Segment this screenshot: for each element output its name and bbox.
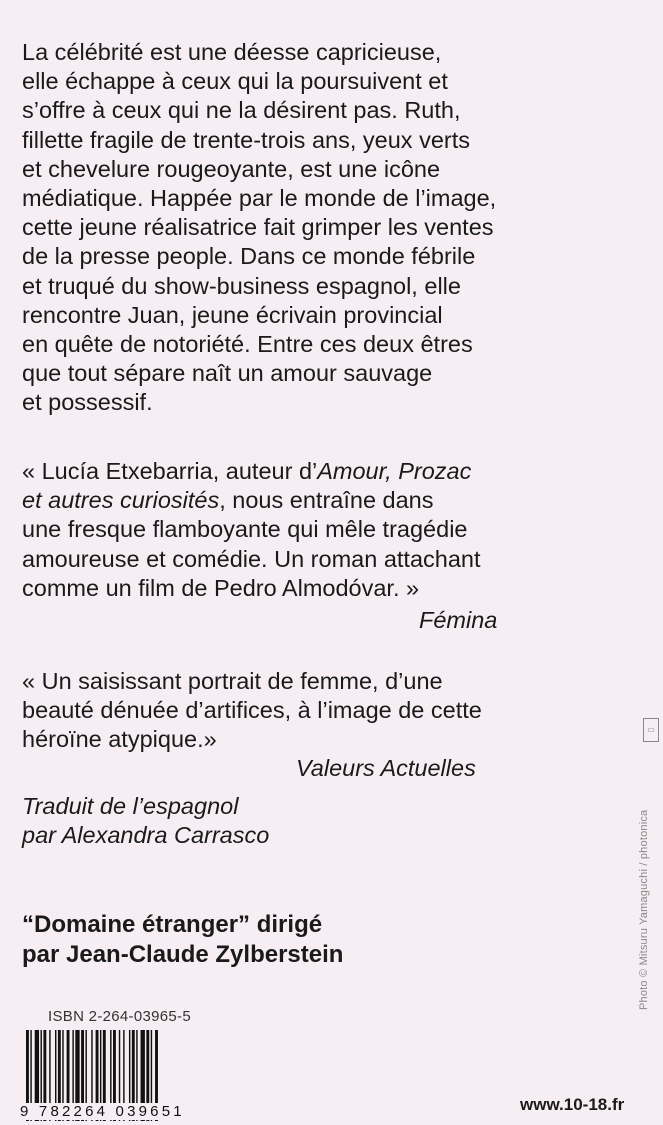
synopsis-line: cette jeune réalisatrice fait grimper les ventes [22,214,494,241]
photo-credit: Photo © Mitsuru Yamaguchi / photonica [638,809,650,1010]
synopsis [22,38,496,418]
quote-line: amoureuse et comédie. Un roman attachant [22,545,481,572]
quote-line: une fresque flamboyante qui mêle tragédie [22,516,468,543]
quote-line: comme un film de Pedro Almodóvar. » [22,574,420,601]
synopsis-line: que tout sépare naît un amour sauvage [22,360,433,387]
synopsis-line: de la presse people. Dans ce monde fébrile [22,243,476,270]
publisher-website: www.10-18.fr [520,1095,625,1114]
synopsis-line: elle échappe à ceux qui la poursuivent et [22,68,448,95]
quote-line [22,457,481,486]
synopsis-line: et possessif. [22,389,153,416]
quote-line [22,486,481,515]
synopsis-line: s’offre à ceux qui ne la désirent pas. Ruth, [22,97,461,124]
synopsis-line: médiatique. Happée par le monde de l’image, [22,185,497,212]
quote-line: héroïne atypique.» [22,726,217,753]
synopsis-line: fillette fragile de trente-trois ans, yeux verts [22,126,471,153]
editor-line: “Domaine étranger” dirigé [22,911,323,938]
barcode-digits: 9 782264 039651 [20,1103,185,1120]
press-quote-femina [22,457,481,603]
synopsis-line: en quête de notoriété. Entre ces deux êtres [22,331,473,358]
quote-text: , nous entraîne dans [219,487,434,514]
synopsis-line: La célébrité est une déesse capricieuse, [22,39,442,65]
quote-text: « Lucía Etxebarria, auteur d’ [22,458,318,484]
synopsis-line: rencontre Juan, jeune écrivain provincial [22,301,443,328]
press-quote-valeurs [22,667,482,755]
series-editor-credit [22,910,343,970]
quote-source-femina: Fémina [419,607,498,633]
translator-line: par Alexandra Carrasco [22,822,270,849]
translator-line: Traduit de l’espagnol [22,793,239,819]
logo-badge-icon: ▭ [643,718,659,742]
synopsis-line: et chevelure rougeoyante, est une icône [22,155,441,182]
editor-line: par Jean-Claude Zylberstein [22,941,344,968]
book-title-italic: Amour, Prozac [317,458,472,484]
translator-credit [22,792,269,850]
quote-line: beauté dénuée d’artifices, à l’image de cette [22,697,482,724]
isbn-number: ISBN 2-264-03965-5 [48,1008,191,1025]
book-title-italic: et autres curiosités [22,487,220,514]
quote-line: « Un saisissant portrait de femme, d’une [22,668,443,694]
synopsis-line: et truqué du show-business espagnol, elle [22,272,461,299]
quote-source-valeurs: Valeurs Actuelles [296,755,476,781]
